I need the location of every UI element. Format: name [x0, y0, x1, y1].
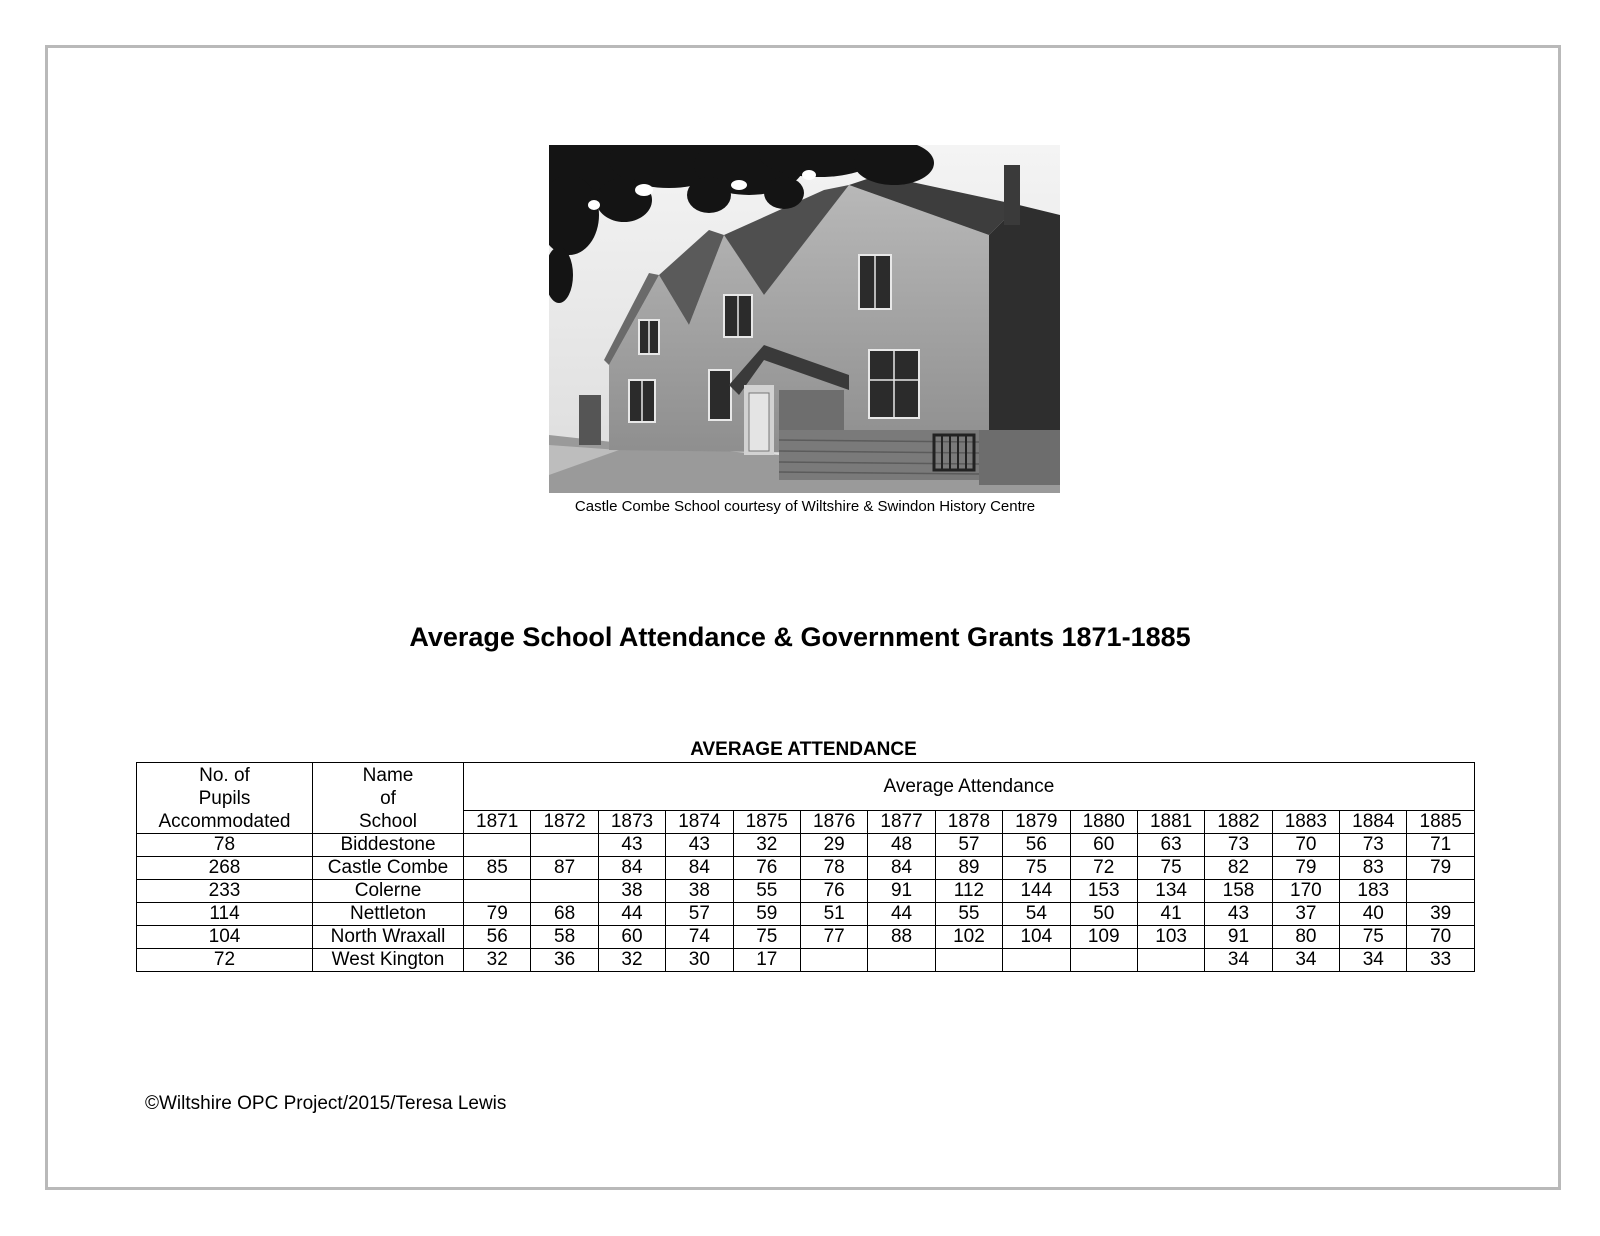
pupils-cell: 233 [137, 880, 313, 903]
attendance-cell: 84 [666, 857, 733, 880]
attendance-cell: 144 [1003, 880, 1070, 903]
school-name-cell: Castle Combe [313, 857, 464, 880]
attendance-cell: 75 [1137, 857, 1204, 880]
year-header-1878: 1878 [935, 811, 1002, 834]
attendance-cell: 60 [598, 926, 665, 949]
attendance-cell: 183 [1340, 880, 1407, 903]
attendance-cell: 87 [531, 857, 598, 880]
school-header-line: School [358, 811, 418, 832]
attendance-cell: 74 [666, 926, 733, 949]
attendance-cell: 73 [1205, 834, 1272, 857]
attendance-cell: 41 [1137, 903, 1204, 926]
year-header-1873: 1873 [598, 811, 665, 834]
attendance-cell: 134 [1137, 880, 1204, 903]
attendance-cell: 112 [935, 880, 1002, 903]
school-header-line: of [380, 788, 396, 809]
attendance-cell: 37 [1272, 903, 1339, 926]
school-name-cell: West Kington [313, 949, 464, 972]
year-header-1876: 1876 [800, 811, 867, 834]
attendance-cell: 103 [1137, 926, 1204, 949]
attendance-cell: 38 [666, 880, 733, 903]
attendance-cell: 71 [1407, 834, 1474, 857]
table-row [137, 834, 1475, 857]
attendance-cell: 153 [1070, 880, 1137, 903]
attendance-cell: 73 [1340, 834, 1407, 857]
attendance-cell [1137, 949, 1204, 972]
attendance-cell: 63 [1137, 834, 1204, 857]
pupils-cell: 104 [137, 926, 313, 949]
attendance-cell: 33 [1407, 949, 1474, 972]
attendance-cell: 84 [598, 857, 665, 880]
attendance-cell [935, 949, 1002, 972]
pupils-header-line: Pupils [198, 788, 251, 809]
attendance-cell: 51 [800, 903, 867, 926]
attendance-cell: 34 [1340, 949, 1407, 972]
attendance-cell [464, 834, 531, 857]
attendance-cell: 75 [1340, 926, 1407, 949]
attendance-cell: 76 [733, 857, 800, 880]
attendance-cell: 72 [1070, 857, 1137, 880]
attendance-cell: 39 [1407, 903, 1474, 926]
attendance-cell: 79 [1272, 857, 1339, 880]
pupils-cell: 268 [137, 857, 313, 880]
attendance-cell: 32 [733, 834, 800, 857]
attendance-cell: 44 [598, 903, 665, 926]
year-header-1881: 1881 [1137, 811, 1204, 834]
attendance-cell: 76 [800, 880, 867, 903]
school-column-header [313, 763, 464, 834]
attendance-cell: 70 [1407, 926, 1474, 949]
attendance-cell: 17 [733, 949, 800, 972]
attendance-cell [868, 949, 935, 972]
pupils-cell: 114 [137, 903, 313, 926]
attendance-cell: 32 [598, 949, 665, 972]
attendance-cell [1003, 949, 1070, 972]
table-heading: AVERAGE ATTENDANCE [690, 739, 917, 760]
attendance-cell: 88 [868, 926, 935, 949]
pupils-header-line: No. of [199, 765, 250, 786]
castle-combe-school-photo [549, 145, 1060, 493]
attendance-cell: 43 [598, 834, 665, 857]
attendance-cell: 79 [464, 903, 531, 926]
attendance-cell: 58 [531, 926, 598, 949]
year-header-1875: 1875 [733, 811, 800, 834]
attendance-cell: 29 [800, 834, 867, 857]
attendance-table [136, 762, 1475, 972]
attendance-cell [531, 834, 598, 857]
table-row [137, 903, 1475, 926]
attendance-cell: 55 [935, 903, 1002, 926]
copyright-footer: ©Wiltshire OPC Project/2015/Teresa Lewis [145, 1093, 507, 1114]
page-title: Average School Attendance & Government Grants 1871-1885 [409, 622, 1191, 652]
table-row [137, 880, 1475, 903]
year-header-1877: 1877 [868, 811, 935, 834]
attendance-cell: 34 [1272, 949, 1339, 972]
attendance-cell: 54 [1003, 903, 1070, 926]
attendance-cell: 43 [1205, 903, 1272, 926]
pupils-cell: 78 [137, 834, 313, 857]
attendance-cell: 36 [531, 949, 598, 972]
average-attendance-header: Average Attendance [464, 763, 1475, 811]
attendance-cell [464, 880, 531, 903]
attendance-cell: 68 [531, 903, 598, 926]
attendance-cell: 57 [935, 834, 1002, 857]
attendance-cell [800, 949, 867, 972]
year-header-1871: 1871 [464, 811, 531, 834]
year-header-1885: 1885 [1407, 811, 1474, 834]
attendance-cell: 75 [733, 926, 800, 949]
attendance-cell [1407, 880, 1474, 903]
attendance-cell: 85 [464, 857, 531, 880]
attendance-cell: 38 [598, 880, 665, 903]
year-header-1880: 1880 [1070, 811, 1137, 834]
attendance-cell [531, 880, 598, 903]
attendance-cell: 56 [1003, 834, 1070, 857]
attendance-cell: 83 [1340, 857, 1407, 880]
year-header-1883: 1883 [1272, 811, 1339, 834]
photo-caption: Castle Combe School courtesy of Wiltshire & Swindon History Centre [574, 498, 1036, 515]
attendance-cell: 50 [1070, 903, 1137, 926]
attendance-cell: 158 [1205, 880, 1272, 903]
attendance-cell: 89 [935, 857, 1002, 880]
year-header-1872: 1872 [531, 811, 598, 834]
attendance-cell: 77 [800, 926, 867, 949]
attendance-cell [1070, 949, 1137, 972]
table-row [137, 949, 1475, 972]
attendance-cell: 109 [1070, 926, 1137, 949]
attendance-cell: 40 [1340, 903, 1407, 926]
pupils-column-header [137, 763, 313, 834]
attendance-cell: 30 [666, 949, 733, 972]
attendance-cell: 170 [1272, 880, 1339, 903]
school-name-cell: Biddestone [313, 834, 464, 857]
attendance-cell: 56 [464, 926, 531, 949]
attendance-cell: 70 [1272, 834, 1339, 857]
table-row [137, 857, 1475, 880]
school-header-line: Name [362, 765, 414, 786]
attendance-cell: 48 [868, 834, 935, 857]
attendance-cell: 91 [868, 880, 935, 903]
school-name-cell: North Wraxall [313, 926, 464, 949]
pupils-header-line: Accommodated [158, 811, 291, 832]
attendance-cell: 59 [733, 903, 800, 926]
year-header-1879: 1879 [1003, 811, 1070, 834]
year-header-1882: 1882 [1205, 811, 1272, 834]
attendance-cell: 78 [800, 857, 867, 880]
attendance-cell: 104 [1003, 926, 1070, 949]
attendance-cell: 55 [733, 880, 800, 903]
attendance-cell: 75 [1003, 857, 1070, 880]
attendance-cell: 57 [666, 903, 733, 926]
attendance-cell: 82 [1205, 857, 1272, 880]
attendance-cell: 44 [868, 903, 935, 926]
attendance-cell: 102 [935, 926, 1002, 949]
attendance-cell: 60 [1070, 834, 1137, 857]
attendance-cell: 80 [1272, 926, 1339, 949]
year-header-1884: 1884 [1340, 811, 1407, 834]
year-header-1874: 1874 [666, 811, 733, 834]
school-name-cell: Nettleton [313, 903, 464, 926]
pupils-cell: 72 [137, 949, 313, 972]
attendance-cell: 84 [868, 857, 935, 880]
attendance-cell: 34 [1205, 949, 1272, 972]
table-body [137, 834, 1475, 972]
attendance-cell: 43 [666, 834, 733, 857]
table-row [137, 926, 1475, 949]
school-name-cell: Colerne [313, 880, 464, 903]
attendance-cell: 32 [464, 949, 531, 972]
attendance-cell: 79 [1407, 857, 1474, 880]
attendance-cell: 91 [1205, 926, 1272, 949]
